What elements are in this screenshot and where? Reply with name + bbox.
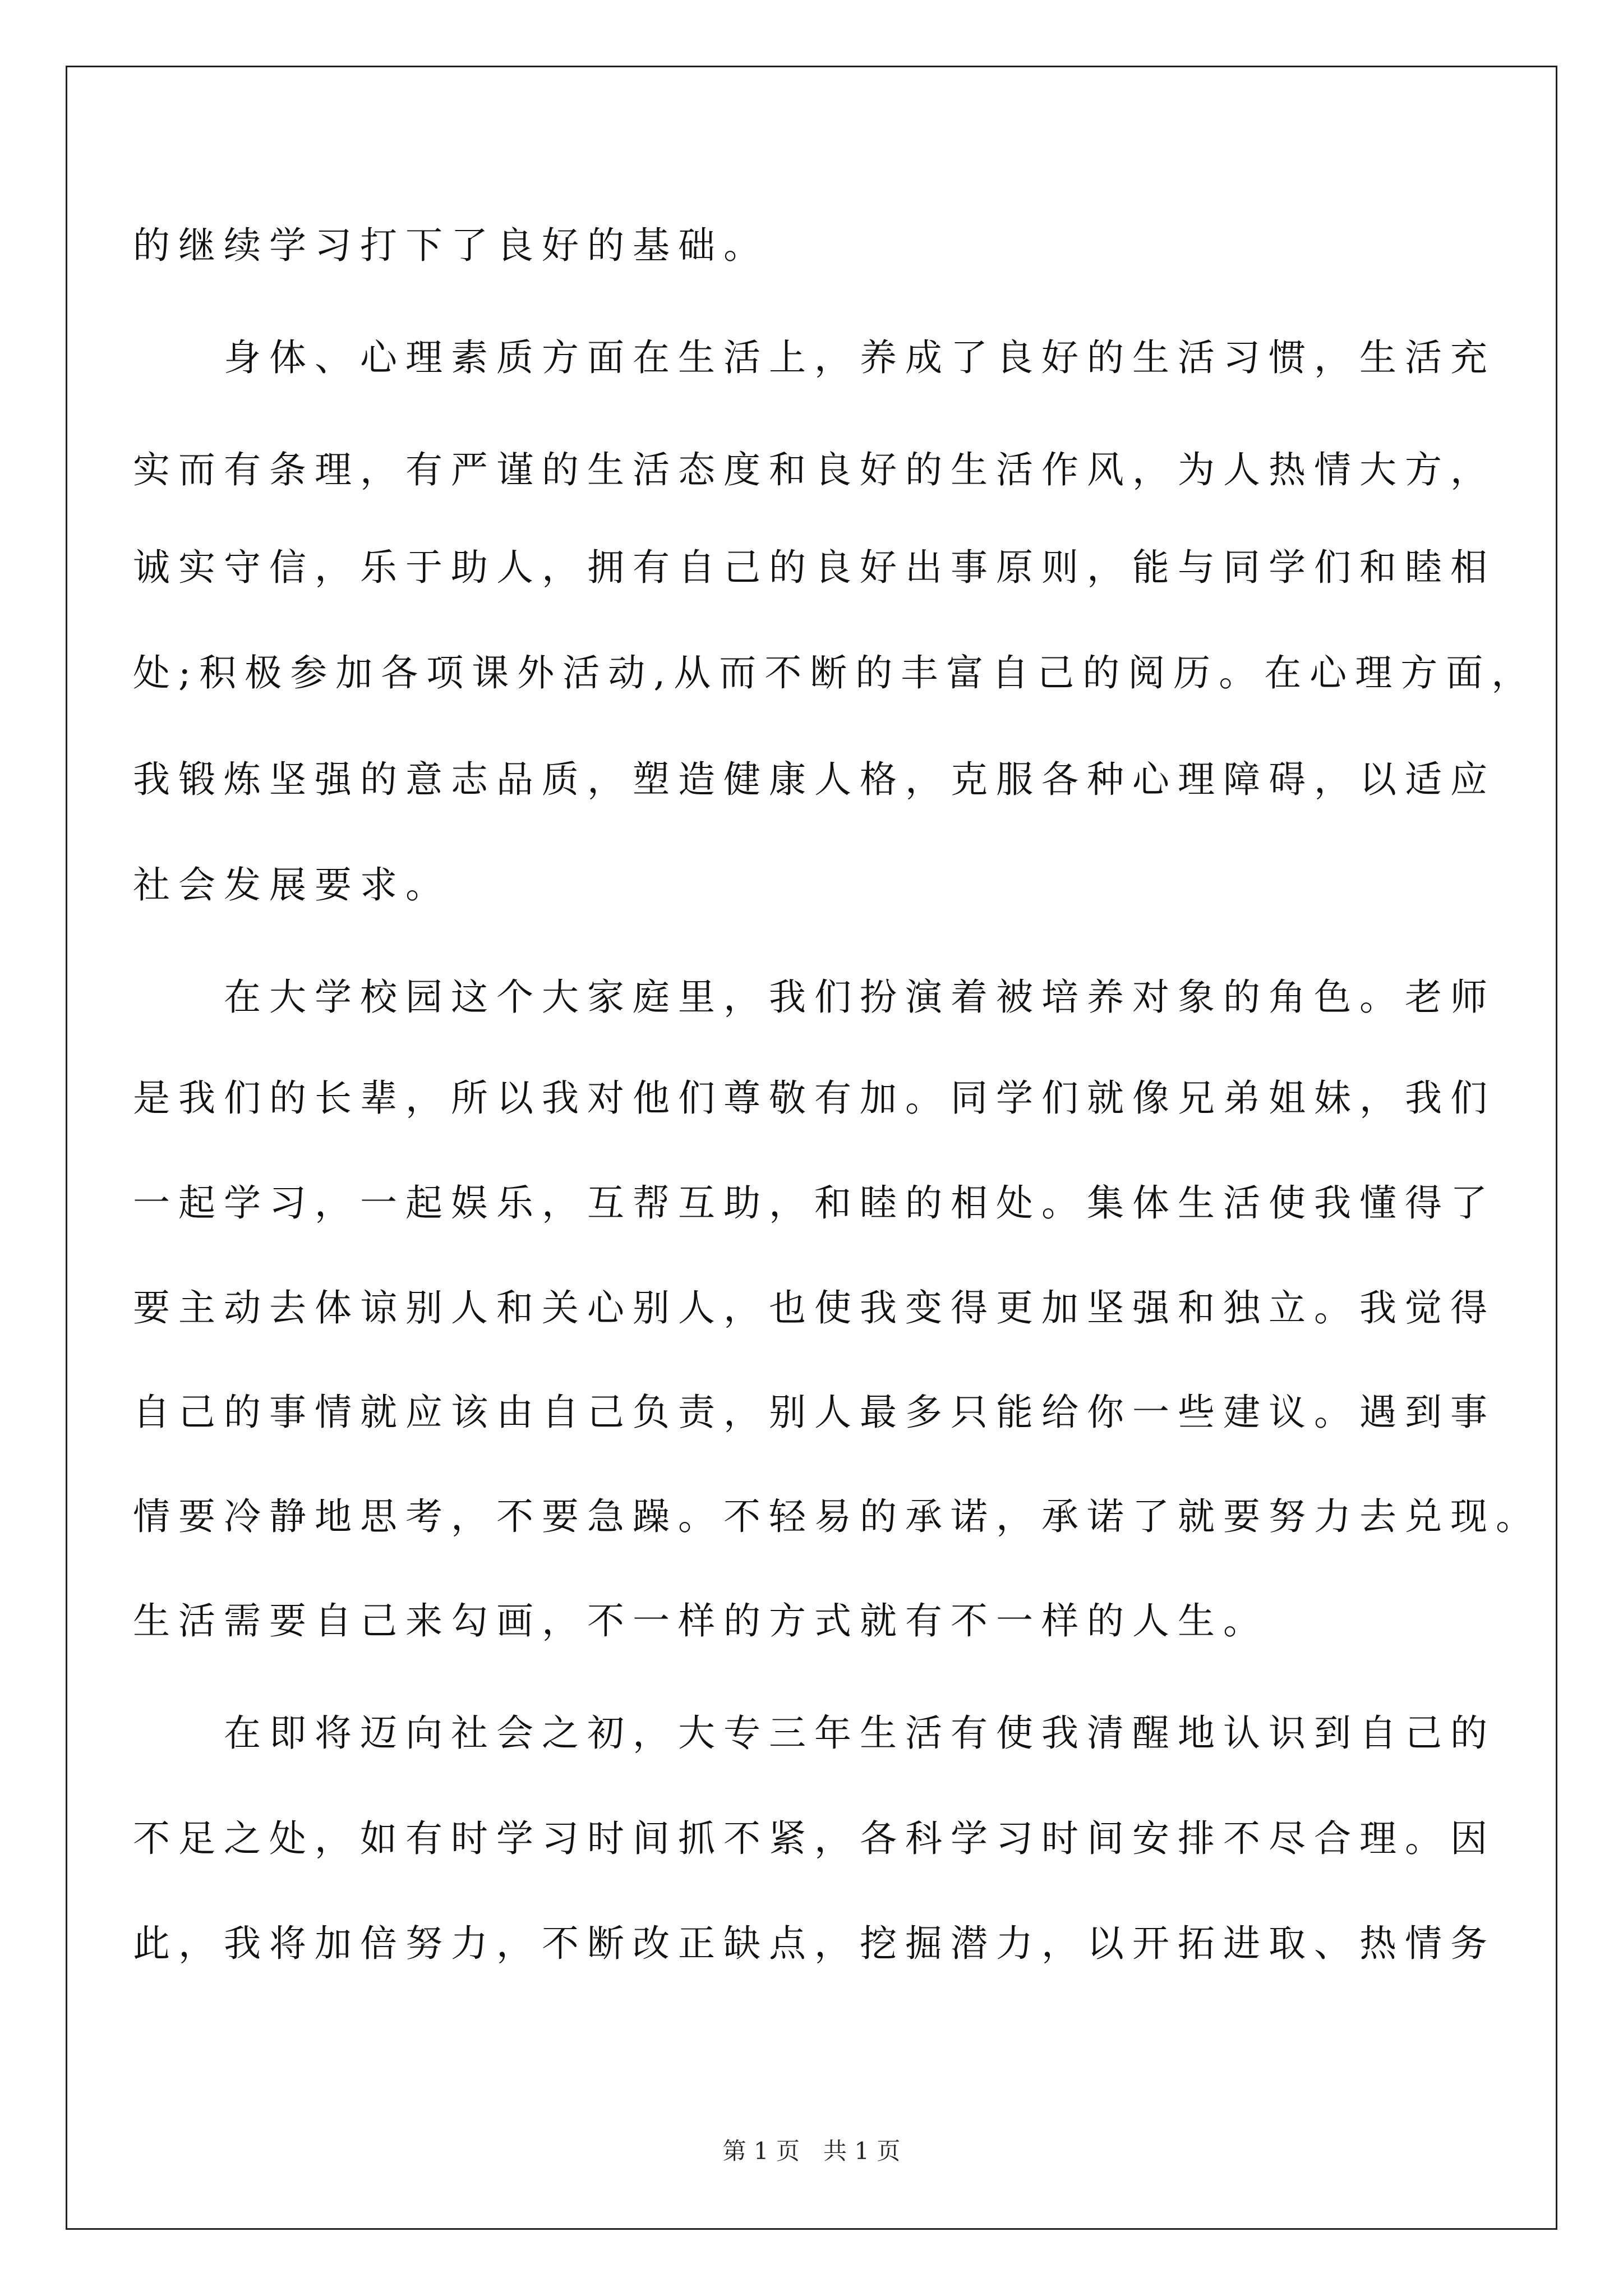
text-line: 在即将迈向社会之初，大专三年生活有使我清醒地认识到自己的 [133,1711,1496,1755]
text-line: 情要冷静地思考，不要急躁。不轻易的承诺，承诺了就要努力去兑现。 [133,1495,1541,1538]
text-line: 生活需要自己来勾画，不一样的方式就有不一样的人生。 [133,1599,1269,1642]
text-line: 不足之处，如有时学习时间抓不紧，各科学习时间安排不尽合理。因 [133,1817,1496,1860]
text-line: 自己的事情就应该由自己负责，别人最多只能给你一些建议。遇到事 [133,1391,1496,1434]
text-line: 身体、心理素质方面在生活上，养成了良好的生活习惯，生活充 [133,336,1496,379]
text-line: 是我们的长辈，所以我对他们尊敬有加。同学们就像兄弟姐妹，我们 [133,1076,1496,1120]
text-line: 诚实守信，乐于助人，拥有自己的良好出事原则，能与同学们和睦相 [133,546,1496,589]
text-line: 一起学习，一起娱乐，互帮互助，和睦的相处。集体生活使我懂得了 [133,1181,1496,1225]
text-line: 我锻炼坚强的意志品质，塑造健康人格，克服各种心理障碍，以适应 [133,758,1496,801]
text-line: 实而有条理，有严谨的生活态度和良好的生活作风，为人热情大方， [133,448,1496,491]
page-border [66,66,1557,2230]
page-number-footer: 第 1 页 共 1 页 [722,2137,901,2165]
text-line: 在大学校园这个大家庭里，我们扮演着被培养对象的角色。老师 [133,976,1496,1019]
text-line: 社会发展要求。 [133,863,451,907]
text-line: 处;积极参加各项课外活动,从而不断的丰富自己的阅历。在心理方面， [133,651,1537,694]
text-line: 此，我将加倍努力，不断改正缺点，挖掘潜力，以开拓进取、热情务 [133,1922,1496,1965]
text-line: 的继续学习打下了良好的基础。 [133,224,769,267]
text-line: 要主动去体谅别人和关心别人，也使我变得更加坚强和独立。我觉得 [133,1286,1496,1329]
